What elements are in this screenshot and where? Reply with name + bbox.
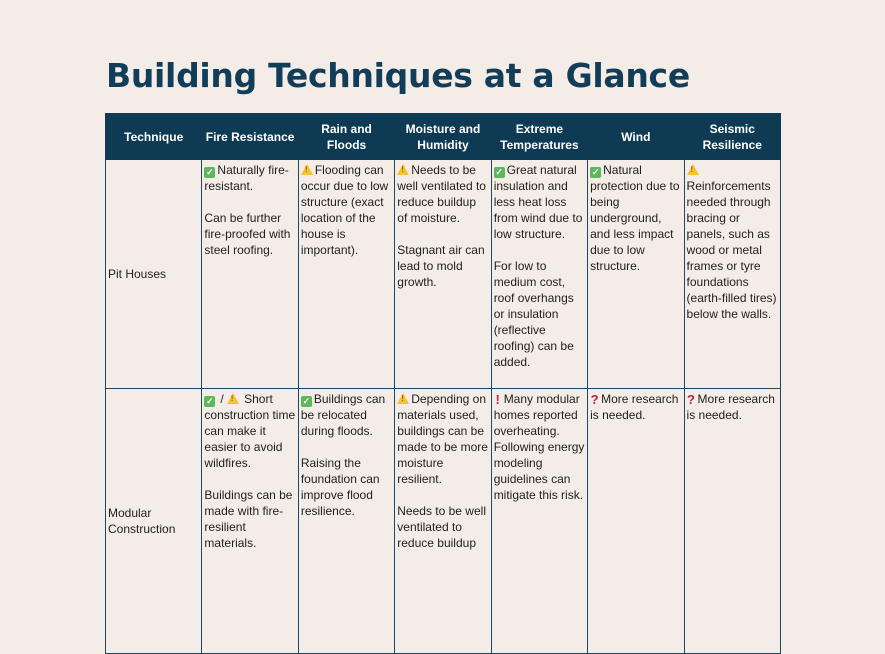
cell-text: Buildings can be relocated during floods. [300,392,386,438]
cell-text: Needs to be well ventilated to reduce buildup [397,504,486,550]
cell-text: For low to medium cost, roof overhangs or insulation (reflective roofing) can be added. [493,259,574,369]
table-row [106,389,781,654]
cell-paragraph [590,391,681,423]
cell-paragraph [204,210,295,258]
warning-icon [397,393,409,404]
icon-separator: / [220,392,224,406]
assessment-cell [298,160,394,389]
cell-paragraph [397,503,488,551]
exclamation-icon: ! [495,392,500,407]
cell-paragraph [397,391,488,487]
check-icon: ✓ [302,396,311,406]
table-row [106,160,781,389]
assessment-cell [491,160,587,389]
warning-icon [687,164,699,175]
question-icon: ? [687,392,695,407]
cell-paragraph [687,162,778,322]
check-icon: ✓ [206,396,214,406]
column-header: Extreme Temperatures [491,114,587,160]
technique-cell: Modular Construction [106,389,202,654]
column-header: Seismic Resilience [684,114,780,160]
cell-text: Short construction time can make it easier to avoid wildfires. [204,392,296,470]
cell-paragraph [494,162,585,242]
cell-paragraph [204,487,295,551]
warning-icon [301,164,313,175]
question-icon: ? [590,392,599,407]
assessment-cell [491,389,587,654]
assessment-cell [684,389,780,654]
cell-paragraph [590,162,681,274]
column-header: Wind [588,114,684,160]
assessment-cell [588,389,684,654]
cell-text: Depending on materials used, buildings can be made to be more moisture resilient. [397,392,488,486]
cell-text: Great natural insulation and less heat loss from wind due to low structure. [493,163,583,241]
cell-text: Stagnant air can lead to mold growth. [397,243,485,289]
cell-paragraph [494,258,585,370]
check-icon: ✓ [206,167,214,177]
cell-paragraph [494,391,585,503]
cell-paragraph [204,162,295,194]
cell-paragraph [301,455,392,519]
technique-cell: Pit Houses [106,160,202,389]
column-header: Moisture and Humidity [395,114,491,160]
cell-paragraph [397,162,488,226]
cell-text: Can be further fire-proofed with steel roofing. [204,211,291,257]
assessment-cell [395,389,491,654]
cell-paragraph [301,391,392,439]
warning-icon [227,393,239,404]
cell-paragraph [301,162,392,258]
cell-text: More research is needed. [686,392,775,422]
assessment-cell [684,160,780,389]
assessment-cell [298,389,394,654]
assessment-cell [588,160,684,389]
page-title: Building Techniques at a Glance [106,56,690,95]
assessment-cell [202,160,298,389]
cell-text: Flooding can occur due to low structure (exact location of the house is important). [300,163,389,257]
cell-text: Naturally fire-resistant. [204,163,289,193]
cell-text: More research is needed. [590,392,679,422]
assessment-cell [202,389,298,654]
cell-text: Needs to be well ventilated to reduce buildup of moisture. [397,163,486,225]
warning-icon [397,164,409,175]
column-header: Technique [106,114,202,160]
cell-paragraph [204,391,295,471]
techniques-table [105,113,781,654]
table-header-row [106,114,781,160]
cell-paragraph [687,391,778,423]
cell-text: Buildings can be made with fire-resilient materials. [204,488,293,550]
column-header: Fire Resistance [202,114,298,160]
cell-paragraph [397,242,488,290]
cell-text: Many modular homes reported overheating. Following energy modeling guidelines can mitigate this risk. [493,392,585,502]
cell-text: Natural protection due to being underground, and less impact due to low structure. [590,163,680,273]
assessment-cell [395,160,491,389]
cell-text: Raising the foundation can improve flood resilience. [300,456,380,518]
cell-text: Reinforcements needed through bracing or panels, such as wood or metal frames or tyre foundations (earth-filled tires) below the walls. [686,179,777,321]
check-icon: ✓ [495,167,503,177]
check-icon: ✓ [591,167,600,177]
column-header: Rain and Floods [298,114,394,160]
